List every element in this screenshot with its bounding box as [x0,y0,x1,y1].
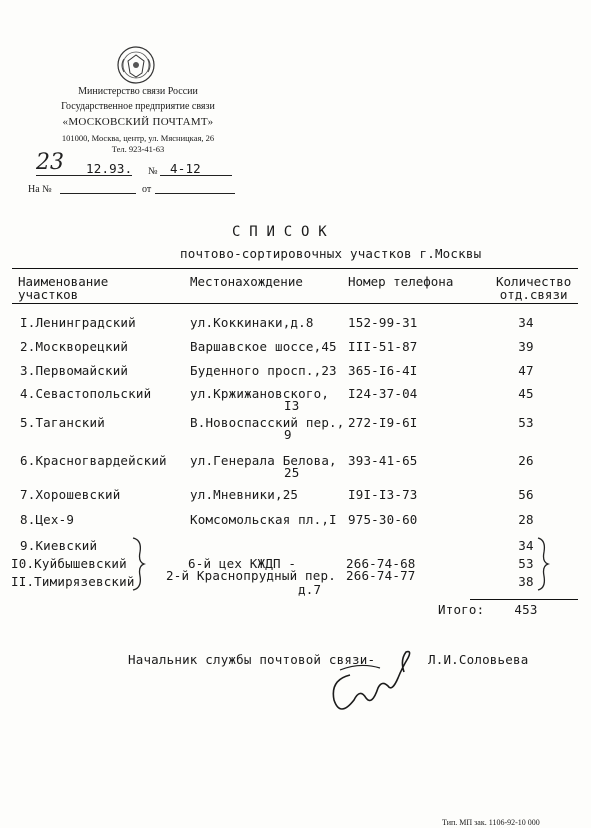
signatory-name: Л.И.Соловьева [428,652,529,667]
on-number-label: На № [28,184,52,195]
row-name: 3.Первомайский [20,363,129,378]
row-qty: 34 [518,315,534,330]
group-qty-3: 38 [518,574,534,589]
total-value: 453 [514,602,538,617]
group-location-3: д.7 [298,582,322,597]
column-header-name: Наименование участков [18,274,109,302]
total-label: Итого: [438,602,485,617]
left-brace-icon [130,536,146,592]
group-phone-2: 266-74-77 [346,568,416,583]
row-qty: 53 [518,415,534,430]
row-location-continued: 25 [284,465,300,480]
row-phone: 272-I9-6I [348,415,418,430]
row-name: 8.Цех-9 [20,512,75,527]
row-phone: 393-41-65 [348,453,418,468]
group-location-1: 6-й цех КЖДП - [188,556,297,571]
ministry-line: Министерство связи России [78,86,198,97]
on-number-line [60,193,136,194]
row-qty: 45 [518,386,534,401]
from-label: от [142,184,152,195]
column-header-phone: Номер телефона [348,274,454,289]
row-location-continued: 9 [284,427,292,442]
phone-line: Тел. 923-41-63 [111,144,165,154]
right-brace-icon [536,536,550,592]
state-emblem-icon [116,45,156,85]
row-location: ул.Генерала Белова, [190,453,337,468]
row-phone: 365-I6-4I [348,363,418,378]
row-phone: 152-99-31 [348,315,418,330]
row-location: ул.Коккинаки,д.8 [190,315,314,330]
row-location-continued: I3 [284,398,300,413]
group-qty-1: 34 [518,538,534,553]
enterprise-line: Государственное предприятие связи [61,101,215,112]
group-phone-1: 266-74-68 [346,556,416,571]
enterprise-name: «МОСКОВСКИЙ ПОЧТАМТ» [62,116,214,128]
group-name-2: I0.Куйбышевский [11,556,127,571]
handwritten-signature [320,640,430,720]
row-name: I.Ленинградский [20,315,136,330]
row-location: Комсомольская пл.,I [190,512,337,527]
group-qty-2: 53 [518,556,534,571]
number-label: № [148,166,158,177]
row-name: 2.Москворецкий [20,339,129,354]
print-footer: Тип. МП зак. 1106-92-10 000 [442,818,540,827]
date-handwritten: 23 [36,150,64,175]
row-name: 5.Таганский [20,415,105,430]
from-line [155,193,235,194]
row-phone: III-51-87 [348,339,418,354]
row-location: ул.Мневники,25 [190,487,299,502]
row-qty: 47 [518,363,534,378]
row-name: 4.Севастопольский [20,386,152,401]
row-phone: I9I-I3-73 [348,487,418,502]
document-number: 4-12 [170,161,201,176]
group-name-3: II.Тимирязевский [11,574,135,589]
row-location: В.Новоспасский пер., [190,415,345,430]
group-location-2: 2-й Краснопрудный пер. [166,568,336,583]
row-qty: 39 [518,339,534,354]
row-location: Варшавское шоссе,45 [190,339,337,354]
column-header-location: Местонахождение [190,274,303,289]
column-header-qty: Количество отд.связи [496,274,572,302]
table-header-rule [12,303,578,304]
row-location: ул.Кржижановского, [190,386,330,401]
row-qty: 56 [518,487,534,502]
row-name: 6.Красногвардейский [20,453,167,468]
row-phone: I24-37-04 [348,386,418,401]
total-rule [470,599,578,600]
row-name: 7.Хорошевский [20,487,121,502]
document-title: С П И С О К [232,224,327,240]
row-phone: 975-30-60 [348,512,418,527]
group-name-1: 9.Киевский [20,538,98,553]
date-typed: 12.93. [86,161,133,176]
table-top-rule [12,268,578,269]
row-qty: 28 [518,512,534,527]
signatory-title: Начальник службы почтовой связи- [128,652,376,667]
row-qty: 26 [518,453,534,468]
document-subtitle: почтово-сортировочных участков г.Москвы [180,246,482,261]
row-location: Буденного просп.,23 [190,363,337,378]
address-line: 101000, Москва, центр, ул. Мясницкая, 26 [61,133,215,143]
